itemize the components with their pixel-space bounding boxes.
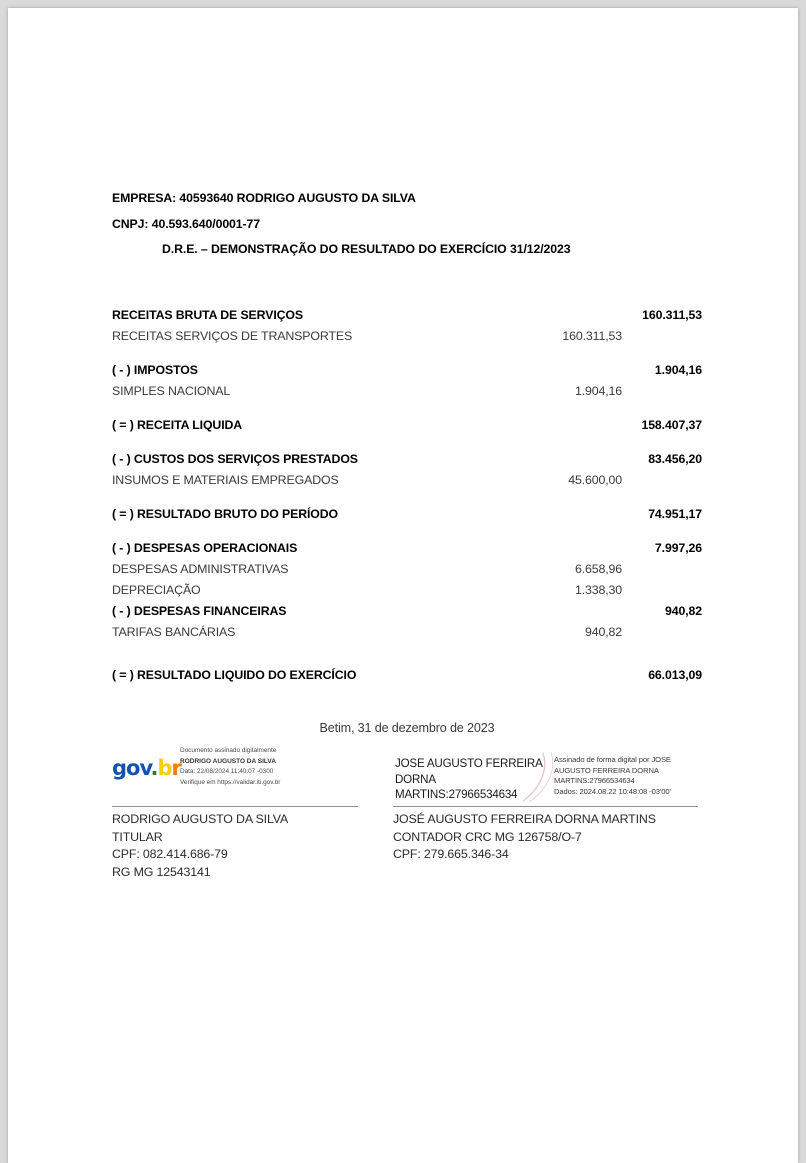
place-date-line: Betim, 31 de dezembro de 2023 [319, 721, 495, 735]
row-sub-value [512, 363, 622, 384]
row-sub-value [512, 308, 622, 329]
row-sub-value: 45.600,00 [568, 473, 622, 487]
signature-name-line3: MARTINS:27966534634 [395, 788, 518, 801]
table-row [112, 308, 702, 329]
table-row [112, 604, 702, 625]
row-total: 160.311,53 [642, 308, 702, 322]
govbr-logo-icon [112, 758, 181, 779]
row-total [622, 384, 702, 405]
statement-rows [112, 308, 702, 689]
row-spacer [112, 350, 702, 363]
signatory-left [112, 811, 288, 881]
page-title: D.R.E. – DEMONSTRAÇÃO DO RESULTADO DO EXERCÍCIO 31/12/2023 [162, 242, 571, 256]
row-label: TARIFAS BANCÁRIAS [112, 625, 236, 639]
row-label: ( = ) RECEITA LIQUIDA [112, 418, 243, 432]
signatory-left-rg: RG MG 12543141 [112, 864, 211, 879]
table-row [112, 418, 702, 439]
row-sub-value [512, 507, 622, 528]
signatory-right-role: CONTADOR CRC MG 126758/O-7 [393, 829, 582, 844]
stamp-line-signer: RODRIGO AUGUSTO DA SILVA [180, 757, 276, 765]
row-sub-value [512, 452, 622, 473]
table-row [112, 507, 702, 528]
row-spacer [112, 405, 702, 418]
table-row [112, 363, 702, 384]
table-row [112, 541, 702, 562]
signature-detail-line1: Assinado de forma digital por JOSE [554, 755, 671, 764]
stamp-line-date: Data: 22/08/2024 11:40:07 -0300 [180, 768, 274, 775]
stamp-line-document: Documento assinado digitalmente [180, 747, 277, 754]
row-total: 940,82 [664, 604, 702, 618]
govbr-signature-stamp [112, 746, 362, 792]
row-spacer [112, 646, 702, 668]
company-line: EMPRESA: 40593640 RODRIGO AUGUSTO DA SILVA [112, 191, 416, 205]
row-sub-value [512, 668, 622, 689]
signatory-right [393, 811, 656, 864]
signatory-left-cpf: CPF: 082.414.686-79 [112, 847, 228, 862]
row-spacer [112, 494, 702, 507]
signature-name-line1: JOSE AUGUSTO FERREIRA [395, 757, 543, 770]
row-spacer [112, 528, 702, 541]
row-sub-value: 940,82 [585, 625, 622, 639]
stamp-line-verify-url: Verifique em https://validar.iti.gov.br [180, 778, 281, 786]
table-row [112, 384, 702, 405]
row-sub-value: 1.338,30 [574, 583, 622, 597]
govbr-logo-o: o [126, 756, 140, 780]
row-sub-value: 160.311,53 [562, 329, 622, 343]
row-sub-value [512, 604, 622, 625]
row-total: 83.456,20 [648, 452, 702, 466]
table-row [112, 473, 702, 494]
row-label: DEPRECIAÇÃO [112, 583, 201, 597]
table-row [112, 668, 702, 689]
row-label: RECEITAS SERVIÇOS DE TRANSPORTES [112, 329, 353, 343]
row-sub-value [512, 418, 622, 439]
row-total: 74.951,17 [648, 507, 702, 521]
row-total: 66.013,09 [648, 668, 702, 682]
signatory-right-name: JOSÉ AUGUSTO FERREIRA DORNA MARTINS [393, 812, 656, 826]
row-total: 1.904,16 [654, 363, 702, 377]
govbr-logo-v: v [139, 756, 151, 780]
row-total: 158.407,37 [641, 418, 702, 432]
cnpj-line: CNPJ: 40.593.640/0001-77 [112, 217, 261, 231]
govbr-logo-r: r [171, 756, 181, 780]
govbr-logo-dot: . [150, 756, 158, 780]
table-row [112, 452, 702, 473]
digital-signature-block [395, 753, 702, 801]
income-statement-table [112, 308, 702, 689]
signatory-right-cpf: CPF: 279.665.346-34 [393, 847, 509, 862]
table-row [112, 329, 702, 350]
table-row [112, 562, 702, 583]
govbr-logo-b: b [157, 756, 172, 780]
row-total [622, 583, 702, 604]
row-sub-value: 6.658,96 [574, 562, 622, 576]
signature-name-line2: DORNA [395, 772, 436, 786]
signature-detail-line4: Dados: 2024.08.22 10:48:08 -03'00' [554, 786, 671, 796]
row-label: SIMPLES NACIONAL [112, 384, 231, 398]
row-total [622, 625, 702, 646]
govbr-logo-g: g [112, 756, 127, 780]
row-label: DESPESAS ADMINISTRATIVAS [112, 562, 289, 576]
row-sub-value [512, 541, 622, 562]
row-label: RECEITAS BRUTA DE SERVIÇOS [112, 308, 303, 322]
row-total: 7.997,26 [654, 541, 702, 555]
row-sub-value: 1.904,16 [574, 384, 622, 398]
document-page [8, 8, 798, 1163]
signature-detail-line2: AUGUSTO FERREIRA DORNA [554, 765, 659, 775]
signatory-left-name: RODRIGO AUGUSTO DA SILVA [112, 812, 289, 826]
row-total [622, 329, 702, 350]
row-label: ( - ) IMPOSTOS [112, 363, 198, 377]
row-label: ( - ) DESPESAS FINANCEIRAS [112, 604, 287, 618]
row-label: ( = ) RESULTADO LIQUIDO DO EXERCÍCIO [112, 668, 357, 682]
table-row [112, 583, 702, 604]
row-total [622, 562, 702, 583]
row-spacer [112, 439, 702, 452]
signature-rule-left [112, 806, 358, 807]
signature-detail [554, 755, 704, 797]
row-label: ( - ) CUSTOS DOS SERVIÇOS PRESTADOS [112, 452, 358, 466]
table-row [112, 625, 702, 646]
signature-detail-line3: MARTINS:27966534634 [554, 776, 635, 786]
row-total [622, 473, 702, 494]
govbr-stamp-text [180, 746, 360, 788]
row-label: ( = ) RESULTADO BRUTO DO PERÍODO [112, 507, 339, 521]
signature-name [395, 756, 547, 803]
row-label: INSUMOS E MATERIAIS EMPREGADOS [112, 473, 339, 487]
signature-rule-right [393, 806, 698, 807]
signatory-left-role: TITULAR [112, 829, 163, 844]
row-label: ( - ) DESPESAS OPERACIONAIS [112, 541, 298, 555]
